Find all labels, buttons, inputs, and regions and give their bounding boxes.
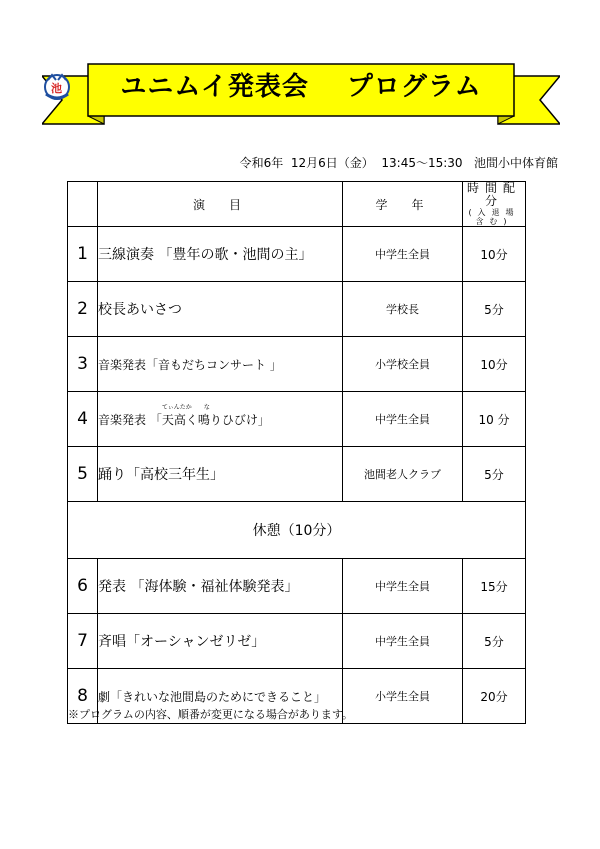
row-time: 5分 (463, 447, 526, 502)
row-item (98, 392, 343, 447)
break-label: 休憩（10分） (68, 502, 526, 559)
row-number: 4 (68, 392, 98, 447)
header-time-label: 時間配分 (466, 181, 521, 208)
table-row (68, 227, 526, 282)
row-item-suffix: 高く鳴りひびけ」 (173, 412, 270, 427)
seal-char: 池 (51, 82, 63, 95)
row-time: 5分 (463, 282, 526, 337)
program-table (67, 181, 526, 724)
ruby-reading: てぃんたか (161, 403, 192, 411)
event-info: 令和6年 12月6日（金） 13:45～15:30 池間小中体育館 (239, 156, 558, 170)
row-number: 6 (68, 559, 98, 614)
row-time: 5分 (463, 614, 526, 669)
program-title (42, 72, 560, 103)
row-time: 10分 (463, 337, 526, 392)
row-number: 8 (68, 669, 98, 724)
row-performer: 中学生全員 (343, 559, 463, 614)
row-number: 5 (68, 447, 98, 502)
break-row (68, 502, 526, 559)
row-item-prefix: 音楽発表 「 (98, 412, 162, 427)
ruby-base: 天 (161, 412, 174, 427)
table-row (68, 614, 526, 669)
row-item: 音楽発表「音もだちコンサート 」 (98, 337, 343, 392)
row-performer: 池間老人クラブ (343, 447, 463, 502)
row-performer: 中学生全員 (343, 614, 463, 669)
table-row (68, 282, 526, 337)
table-row (68, 559, 526, 614)
row-performer: 中学生全員 (343, 392, 463, 447)
table-header-row (68, 182, 526, 227)
row-number: 3 (68, 337, 98, 392)
footnote: ※プログラムの内容、順番が変更になる場合があります。 (68, 708, 354, 721)
row-time: 10分 (463, 227, 526, 282)
row-performer: 中学生全員 (343, 227, 463, 282)
row-time: 20分 (463, 669, 526, 724)
row-item: 劇「きれいな池間島のためにできること」 (98, 669, 343, 724)
ruby-word (161, 403, 192, 428)
row-number: 1 (68, 227, 98, 282)
row-number: 2 (68, 282, 98, 337)
row-item: 校長あいさつ (98, 282, 343, 337)
header-item: 演 目 (98, 182, 343, 227)
row-item: 斉唱「オーシャンゼリゼ」 (98, 614, 343, 669)
title-banner (42, 58, 560, 134)
row-performer: 小学生全員 (343, 669, 463, 724)
row-time: 10 分 (463, 392, 526, 447)
table-row (68, 337, 526, 392)
row-item: 発表 「海体験・福祉体験発表」 (98, 559, 343, 614)
row-item: 踊り「高校三年生」 (98, 447, 343, 502)
header-time-note: (入退場含む) (468, 208, 520, 226)
row-performer: 小学校全員 (343, 337, 463, 392)
row-time: 15分 (463, 559, 526, 614)
header-performer: 学 年 (343, 182, 463, 227)
header-number (68, 182, 98, 227)
row-item: 三線演奏 「豊年の歌・池間の主」 (98, 227, 343, 282)
row-number: 7 (68, 614, 98, 669)
title-text-right: プログラム (346, 72, 482, 102)
row-performer: 学校長 (343, 282, 463, 337)
table-row (68, 392, 526, 447)
title-text-left: ユニムイ発表会 (120, 72, 309, 102)
header-time (463, 182, 526, 227)
table-row (68, 447, 526, 502)
ruby-reading-2: な (203, 403, 210, 411)
